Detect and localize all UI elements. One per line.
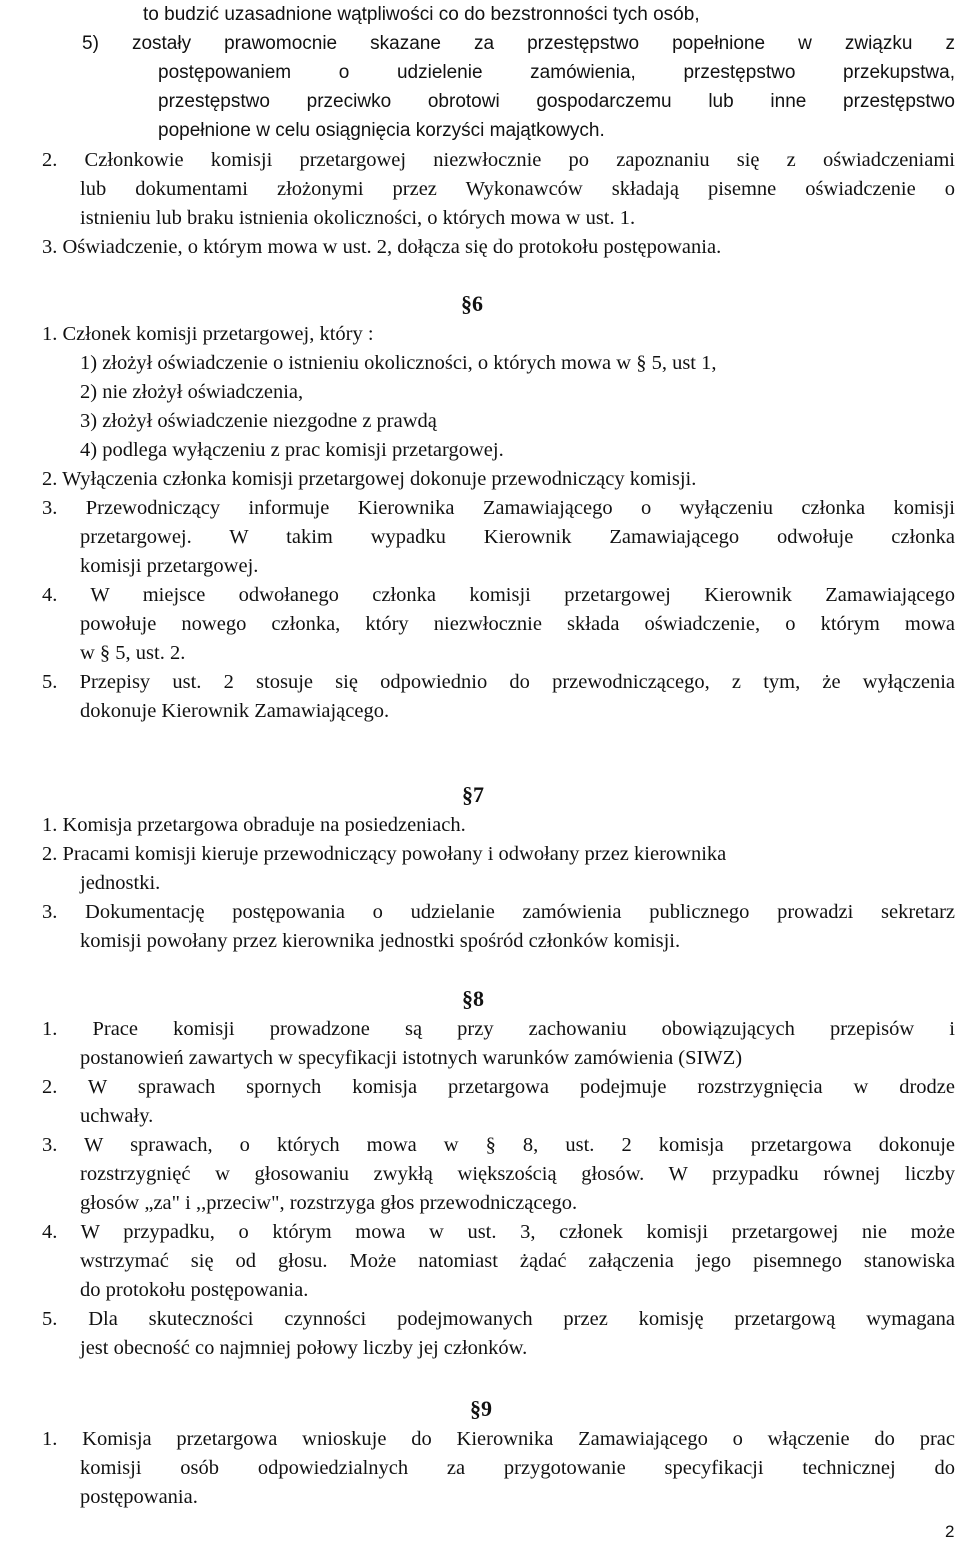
text-line: 1. Komisja przetargowa obraduje na posiedzeniach. — [42, 814, 466, 836]
text-line: 5. Przepisy ust. 2 stosuje się odpowiednio do przewodniczącego, z tym, że wyłączenia — [42, 671, 955, 693]
text-line: postępowaniem o udzielenie zamówienia, przestępstwo przekupstwa, — [158, 62, 955, 83]
text-line: w § 5, ust. 2. — [80, 642, 186, 664]
text-line: 4. W przypadku, o którym mowa w ust. 3, członek komisji przetargowej nie może — [42, 1221, 955, 1243]
text-line: do protokołu postępowania. — [80, 1279, 309, 1301]
text-line: przestępstwo przeciwko obrotowi gospodarczemu lub inne przestępstwo — [158, 91, 955, 112]
text-line: popełnione w celu osiągnięcia korzyści majątkowych. — [158, 120, 605, 141]
page-number: 2 — [945, 1522, 955, 1541]
text-line: 4) podlega wyłączeniu z prac komisji przetargowej. — [80, 439, 504, 461]
section-heading: §7 — [462, 782, 484, 807]
text-line: to budzić uzasadnione wątpliwości co do bezstronności tych osób, — [143, 4, 700, 25]
section-heading: §9 — [470, 1396, 492, 1421]
text-line: 2) nie złożył oświadczenia, — [80, 381, 304, 403]
section-heading: §6 — [461, 291, 483, 316]
text-line: 3. Oświadczenie, o którym mowa w ust. 2, dołącza się do protokołu postępowania. — [42, 236, 722, 258]
text-line: postanowień zawartych w specyfikacji istotnych warunków zamówienia (SIWZ) — [80, 1047, 743, 1069]
text-line: głosów „za" i ,,przeciw", rozstrzyga głos przewodniczącego. — [80, 1192, 578, 1214]
text-line: rozstrzygnięć w głosowaniu zwykłą większością głosów. W przypadku równej liczby — [80, 1163, 955, 1185]
text-line: komisji przetargowej. — [80, 555, 259, 577]
text-line: wstrzymać się od głosu. Może natomiast żądać załączenia jego pisemnego stanowiska — [80, 1250, 955, 1272]
text-line: 5. Dla skuteczności czynności podejmowanych przez komisję przetargową wymagana — [42, 1308, 955, 1330]
text-line: 5) zostały prawomocnie skazane za przestępstwo popełnione w związku z — [82, 33, 955, 54]
text-line: dokonuje Kierownik Zamawiającego. — [80, 700, 390, 722]
text-line: 1) złożył oświadczenie o istnieniu okoliczności, o których mowa w § 5, ust 1, — [80, 352, 717, 374]
text-line: istnieniu lub braku istnienia okoliczności, o których mowa w ust. 1. — [80, 207, 636, 229]
text-line: 1. Komisja przetargowa wnioskuje do Kierownika Zamawiającego o włączenie do prac — [42, 1428, 955, 1450]
text-line: powołuje nowego członka, który niezwłocznie składa oświadczenie, o którym mowa — [80, 613, 955, 635]
text-line: przetargowej. W takim wypadku Kierownik Zamawiającego odwołuje członka — [80, 526, 955, 548]
text-line: 4. W miejsce odwołanego członka komisji przetargowej Kierownik Zamawiającego — [42, 584, 955, 606]
text-line: 2. Pracami komisji kieruje przewodniczący powołany i odwołany przez kierownika — [42, 843, 727, 865]
text-line: komisji osób odpowiedzialnych za przygotowanie specyfikacji technicznej do — [80, 1457, 955, 1479]
text-line: 3. Przewodniczący informuje Kierownika Zamawiającego o wyłączeniu członka komisji — [42, 497, 955, 519]
section-heading: §8 — [462, 986, 484, 1011]
text-line: lub dokumentami złożonymi przez Wykonawców składają pisemne oświadczenie o — [80, 178, 955, 200]
text-line: jest obecność co najmniej połowy liczby jej członków. — [80, 1337, 528, 1359]
text-line: 1. Członek komisji przetargowej, który : — [42, 323, 374, 345]
text-line: 2. Członkowie komisji przetargowej niezwłocznie po zapoznaniu się z oświadczeniami — [42, 149, 955, 171]
text-line: postępowania. — [80, 1486, 198, 1508]
text-line: 3. W sprawach, o których mowa w § 8, ust. 2 komisja przetargowa dokonuje — [42, 1134, 955, 1156]
text-line: komisji powołany przez kierownika jednostki spośród członków komisji. — [80, 930, 681, 952]
text-line: 2. Wyłączenia członka komisji przetargowej dokonuje przewodniczący komisji. — [42, 468, 697, 490]
text-line: 2. W sprawach spornych komisja przetargowa podejmuje rozstrzygnięcia w drodze — [42, 1076, 955, 1098]
text-line: uchwały. — [80, 1105, 154, 1127]
text-line: 1. Prace komisji prowadzone są przy zachowaniu obowiązujących przepisów i — [42, 1018, 955, 1040]
text-line: 3) złożył oświadczenie niezgodne z prawdą — [80, 410, 437, 432]
text-line: 3. Dokumentację postępowania o udzielanie zamówienia publicznego prowadzi sekretarz — [42, 901, 955, 923]
text-line: jednostki. — [80, 872, 161, 894]
